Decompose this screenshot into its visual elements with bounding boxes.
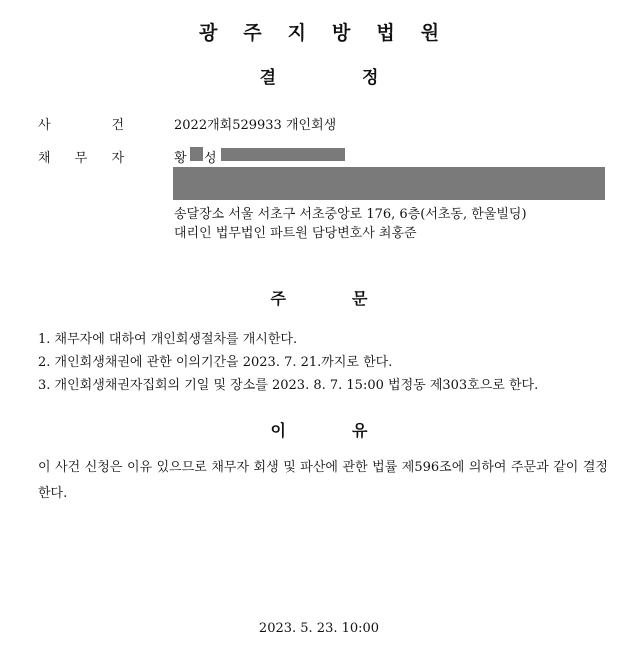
debtor-label xyxy=(38,147,124,166)
reason-text: 이 사건 신청은 이유 있으므로 채무자 회생 및 파산에 관한 법률 제596조에 의하여 주문과 같이 결정한다. xyxy=(38,460,608,501)
redaction-block-name-middle xyxy=(190,147,203,161)
debtor-name-part-1: 황 xyxy=(174,151,187,166)
redaction-block-address xyxy=(173,167,605,200)
case-label-char-2: 건 xyxy=(111,118,124,133)
case-label xyxy=(38,114,124,133)
document-title: 결정 xyxy=(259,68,465,88)
case-label-char-1: 사 xyxy=(38,118,51,133)
debtor-label-char-1: 채 xyxy=(38,151,51,166)
reason-section-title: 이유 xyxy=(270,421,434,440)
order-item-1: 1. 채무자에 대하여 개인회생절차를 개시한다. xyxy=(38,332,298,347)
court-name: 광주지방법원 xyxy=(198,22,466,44)
legal-agent: 대리인 법무법인 파트원 담당변호사 최홍준 xyxy=(174,226,417,241)
debtor-name-part-2: 성 xyxy=(204,151,217,166)
order-item-3: 3. 개인회생채권자집회의 기일 및 장소를 2023. 8. 7. 15:00 법정동 제303호으로 한다. xyxy=(38,378,539,393)
case-number: 2022개회529933 개인회생 xyxy=(174,118,337,133)
delivery-address: 송달장소 서울 서초구 서초중앙로 176, 6층(서초동, 한울빌딩) xyxy=(174,207,527,222)
order-section-title: 주문 xyxy=(270,289,434,308)
debtor-label-char-3: 자 xyxy=(111,151,124,166)
debtor-label-char-2: 무 xyxy=(74,151,88,166)
decision-date: 2023. 5. 23. 10:00 xyxy=(258,621,380,636)
order-item-2: 2. 개인회생채권에 관한 이의기간을 2023. 7. 21.까지로 한다. xyxy=(38,355,393,370)
redaction-block-name-rest xyxy=(221,148,345,161)
